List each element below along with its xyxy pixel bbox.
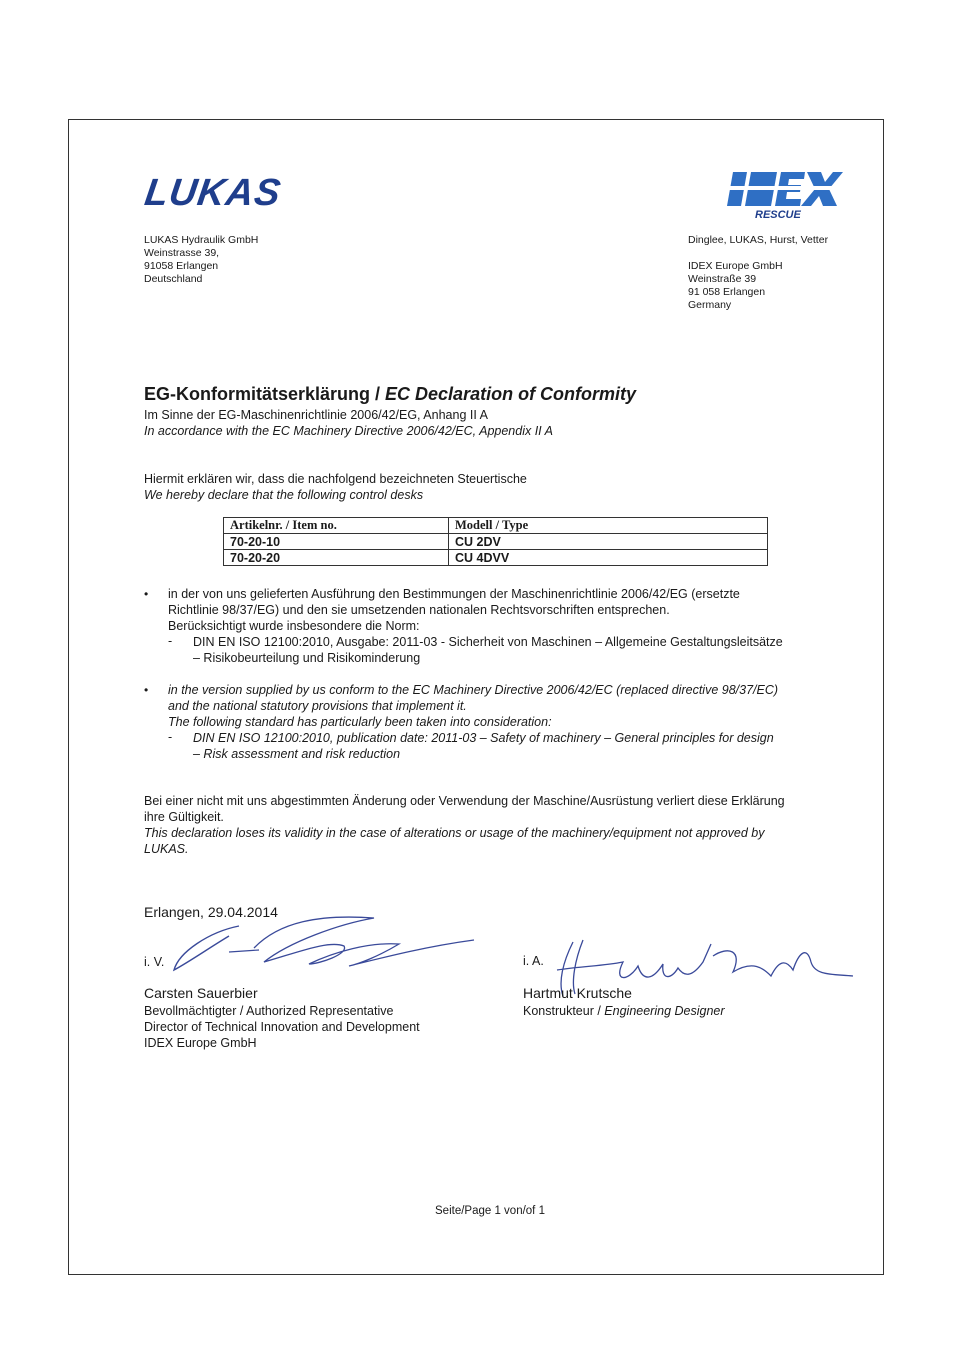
item-number: 70-20-20 [224,550,449,566]
role-english: Engineering Designer [604,1004,725,1018]
validity-statement [144,793,785,857]
address-line: Deutschland [144,273,203,285]
address-line: LUKAS Hydraulik GmbH [144,234,259,246]
table-row [224,550,768,566]
paragraph-line: Richtlinie 98/37/EG) und den sie umsetzenden nationalen Rechtsvorschriften entsprechen. [168,603,670,617]
table-row [224,534,768,550]
signer-line: Bevollmächtigter / Authorized Representative [144,1004,394,1018]
signer-line: IDEX Europe GmbH [144,1036,257,1050]
paragraph-line: Berücksichtigt wurde insbesondere die Norm: [168,619,420,633]
paragraph-line: LUKAS. [144,842,189,856]
idex-logo [725,170,843,210]
place-date: Erlangen, 29.04.2014 [144,904,278,920]
document-title [144,384,636,405]
signer-right-role [523,1003,725,1019]
paragraph-line: DIN EN ISO 12100:2010, publication date: 2011-03 – Safety of machinery – General principles for design [193,731,774,745]
paragraph-line: This declaration loses its validity in the case of alterations or usage of the machinery/equipment not approved by [144,826,765,840]
dash-icon: - [168,634,173,648]
address-line: Germany [688,299,732,311]
column-header: Artikelnr. / Item no. [224,518,449,534]
column-header: Modell / Type [449,518,768,534]
paragraph-line: DIN EN ISO 12100:2010, Ausgabe: 2011-03 - Sicherheit von Maschinen – Allgemeine Gestaltungsleitsätze [193,635,783,649]
address-line: 91058 Erlangen [144,260,219,272]
item-number: 70-20-10 [224,534,449,550]
paragraph-line: and the national statutory provisions that implement it. [168,699,467,713]
paragraph-line: in der von uns gelieferten Ausführung den Bestimmungen der Maschinenrichtlinie 2006/42/EG (ersetzte [168,587,740,601]
paragraph-line: Bei einer nicht mit uns abgestimmten Änderung oder Verwendung der Maschine/Ausrüstung verliert diese Erklärung [144,794,785,808]
paragraph-line: The following standard has particularly been taken into consideration: [168,715,552,729]
table-header-row [224,518,768,534]
paragraph-line: – Risk assessment and risk reduction [193,747,401,761]
conformity-german [168,586,740,634]
title-english: EC Declaration of Conformity [385,384,637,404]
role-german: Konstrukteur / [523,1004,605,1018]
signer-left-details [144,1003,420,1051]
items-table [223,517,768,566]
subtitle-english: In accordance with the EC Machinery Directive 2006/42/EC, Appendix II A [144,424,554,438]
address-line: 91 058 Erlangen [688,286,766,298]
address-line: Weinstrasse 39, [144,247,220,259]
document-page [68,119,884,1275]
dash-icon: - [168,730,173,744]
signer-right-prefix: i. A. [523,954,544,968]
norm-german [193,634,783,666]
signer-left-name: Carsten Sauerbier [144,985,258,1001]
address-line: Weinstraße 39 [688,273,757,285]
model-type: CU 4DVV [449,550,768,566]
directive-subtitle [144,407,553,439]
subtitle-german: Im Sinne der EG-Maschinenrichtlinie 2006/42/EG, Anhang II A [144,408,488,422]
sender-address [144,234,258,286]
bullet-icon: • [144,683,149,697]
idex-rescue-label: RESCUE [755,209,801,221]
paragraph-line: in the version supplied by us conform to the EC Machinery Directive 2006/42/EC (replaced directive 98/37/EC) [168,683,779,697]
title-german: EG-Konformitätserklärung / [144,384,386,404]
conformity-english [168,682,778,730]
signature-left [169,912,479,976]
lukas-logo: LUKAS [142,172,284,214]
intro-text [144,471,527,503]
paragraph-line: – Risikobeurteilung und Risikominderung [193,651,421,665]
bullet-icon: • [144,587,149,601]
intro-german: Hiermit erklären wir, dass die nachfolgend bezeichneten Steuertische [144,472,527,486]
signer-line: Director of Technical Innovation and Development [144,1020,420,1034]
page-footer: Seite/Page 1 von/of 1 [435,1205,545,1217]
idex-address [688,260,783,312]
model-type: CU 2DV [449,534,768,550]
paragraph-line: ihre Gültigkeit. [144,810,224,824]
norm-english [193,730,774,762]
intro-english: We hereby declare that the following control desks [144,488,424,502]
address-line: IDEX Europe GmbH [688,260,783,272]
signer-left-prefix: i. V. [144,955,165,969]
brands-line: Dinglee, LUKAS, Hurst, Vetter [688,234,829,246]
signer-right-name: Hartmut Krutsche [523,985,632,1001]
